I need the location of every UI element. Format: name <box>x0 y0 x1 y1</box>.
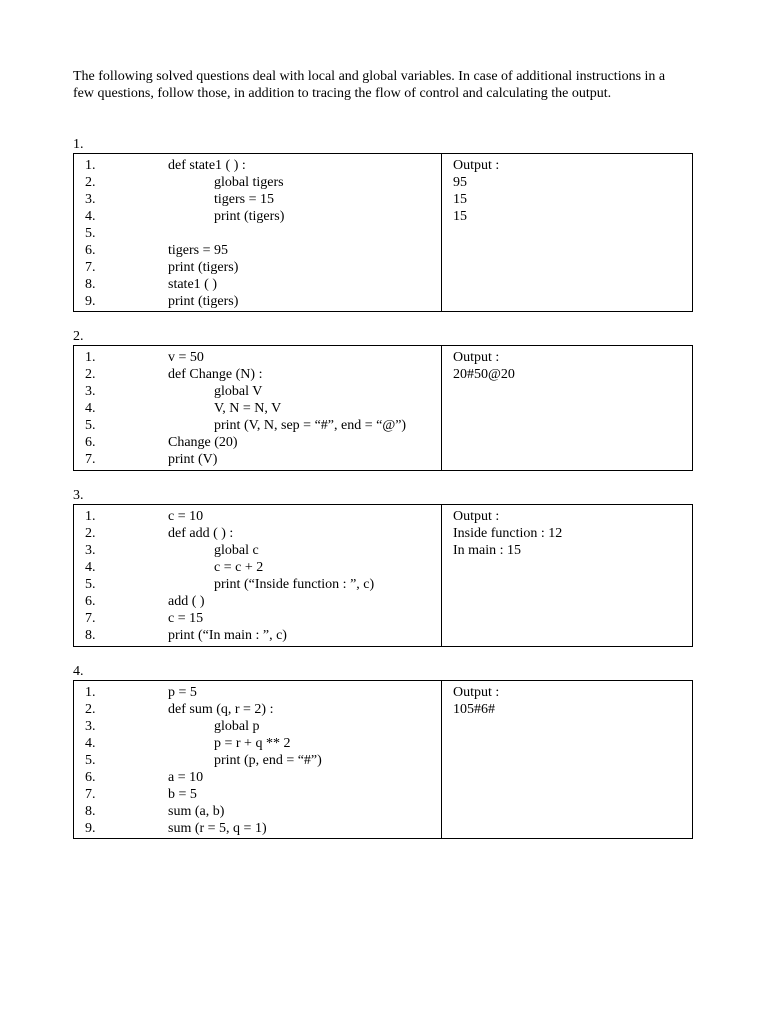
code-line <box>74 174 441 191</box>
code-text: V, N = N, V <box>214 401 282 416</box>
line-number: 5. <box>85 226 96 241</box>
code-text: global tigers <box>214 175 284 190</box>
line-number: 2. <box>85 526 96 541</box>
code-line <box>74 627 441 644</box>
code-text: add ( ) <box>168 594 205 609</box>
code-text: global c <box>214 543 259 558</box>
line-number: 4. <box>85 736 96 751</box>
code-line <box>74 434 441 451</box>
line-number: 6. <box>85 594 96 609</box>
question-4-table <box>73 680 693 839</box>
code-line <box>74 803 441 820</box>
code-line <box>74 559 441 576</box>
question-2-code <box>74 349 441 468</box>
code-text: print (V) <box>168 452 218 467</box>
code-line <box>74 276 441 293</box>
output-line: 15 <box>453 209 467 224</box>
code-line <box>74 525 441 542</box>
question-3-table <box>73 504 693 647</box>
output-line: 15 <box>453 192 467 207</box>
output-line: In main : 15 <box>453 543 522 558</box>
code-text: print (“Inside function : ”, c) <box>214 577 375 592</box>
code-text: tigers = 95 <box>168 243 228 258</box>
output-line: 105#6# <box>453 702 495 717</box>
code-line <box>74 542 441 559</box>
code-line <box>74 769 441 786</box>
question-3-code <box>74 508 441 644</box>
line-number: 3. <box>85 192 96 207</box>
question-1-number: 1. <box>73 137 84 152</box>
question-1-table <box>73 153 693 312</box>
code-text: c = c + 2 <box>214 560 264 575</box>
line-number: 3. <box>85 719 96 734</box>
line-number: 6. <box>85 435 96 450</box>
code-line <box>74 366 441 383</box>
code-text: b = 5 <box>168 787 197 802</box>
code-line <box>74 259 441 276</box>
intro-paragraph: The following solved questions deal with local and global variables. In case of additional instructions in a few questions, follow those, in addition to tracing the flow of control and calculating the output. <box>73 69 666 101</box>
code-text: print (“In main : ”, c) <box>168 628 287 643</box>
code-text: c = 15 <box>168 611 204 626</box>
code-line <box>74 451 441 468</box>
code-text: global V <box>214 384 263 399</box>
code-line <box>74 293 441 310</box>
line-number: 9. <box>85 294 96 309</box>
line-number: 9. <box>85 821 96 836</box>
code-text: print (tigers) <box>214 209 285 224</box>
question-3-output <box>453 508 688 559</box>
line-number: 5. <box>85 418 96 433</box>
code-line <box>74 417 441 434</box>
line-number: 1. <box>85 685 96 700</box>
question-4-code <box>74 684 441 837</box>
question-1-output <box>453 157 688 225</box>
code-text: sum (a, b) <box>168 804 225 819</box>
code-line <box>74 576 441 593</box>
code-text: sum (r = 5, q = 1) <box>168 821 267 836</box>
line-number: 4. <box>85 560 96 575</box>
line-number: 4. <box>85 401 96 416</box>
question-1-code <box>74 157 441 310</box>
code-text: def state1 ( ) : <box>168 158 246 173</box>
line-number: 8. <box>85 277 96 292</box>
code-text: def sum (q, r = 2) : <box>168 702 274 717</box>
code-text: print (tigers) <box>168 294 239 309</box>
question-4-output <box>453 684 688 718</box>
code-text: def Change (N) : <box>168 367 263 382</box>
line-number: 7. <box>85 452 96 467</box>
code-text: def add ( ) : <box>168 526 234 541</box>
line-number: 1. <box>85 509 96 524</box>
line-number: 5. <box>85 577 96 592</box>
question-4-number: 4. <box>73 664 84 679</box>
output-label: Output : <box>453 158 500 173</box>
code-line <box>74 383 441 400</box>
code-line <box>74 701 441 718</box>
code-line <box>74 752 441 769</box>
code-line <box>74 718 441 735</box>
code-line <box>74 593 441 610</box>
code-line <box>74 225 441 242</box>
code-text: print (p, end = “#”) <box>214 753 322 768</box>
line-number: 3. <box>85 543 96 558</box>
code-text: print (tigers) <box>168 260 239 275</box>
column-divider <box>441 154 442 311</box>
code-line <box>74 242 441 259</box>
line-number: 3. <box>85 384 96 399</box>
line-number: 7. <box>85 260 96 275</box>
output-label: Output : <box>453 509 500 524</box>
code-text: global p <box>214 719 260 734</box>
code-line <box>74 684 441 701</box>
line-number: 4. <box>85 209 96 224</box>
output-line: Inside function : 12 <box>453 526 563 541</box>
line-number: 2. <box>85 175 96 190</box>
code-line <box>74 786 441 803</box>
code-line <box>74 820 441 837</box>
line-number: 6. <box>85 770 96 785</box>
line-number: 8. <box>85 628 96 643</box>
code-line <box>74 508 441 525</box>
question-2-table <box>73 345 693 471</box>
line-number: 2. <box>85 367 96 382</box>
code-text: p = 5 <box>168 685 197 700</box>
code-text: tigers = 15 <box>214 192 274 207</box>
code-line <box>74 191 441 208</box>
question-2-output <box>453 349 688 383</box>
code-line <box>74 400 441 417</box>
code-line <box>74 735 441 752</box>
code-line <box>74 157 441 174</box>
column-divider <box>441 346 442 470</box>
line-number: 7. <box>85 611 96 626</box>
code-line <box>74 208 441 225</box>
line-number: 1. <box>85 158 96 173</box>
code-text: p = r + q ** 2 <box>214 736 291 751</box>
question-2-number: 2. <box>73 329 84 344</box>
line-number: 7. <box>85 787 96 802</box>
output-label: Output : <box>453 685 500 700</box>
column-divider <box>441 505 442 646</box>
line-number: 1. <box>85 350 96 365</box>
code-line <box>74 349 441 366</box>
output-line: 20#50@20 <box>453 367 515 382</box>
line-number: 5. <box>85 753 96 768</box>
code-text: state1 ( ) <box>168 277 217 292</box>
code-text: a = 10 <box>168 770 204 785</box>
code-line <box>74 610 441 627</box>
code-text: c = 10 <box>168 509 204 524</box>
code-text: print (V, N, sep = “#”, end = “@”) <box>214 418 407 433</box>
output-line: 95 <box>453 175 467 190</box>
line-number: 8. <box>85 804 96 819</box>
code-text: v = 50 <box>168 350 204 365</box>
column-divider <box>441 681 442 838</box>
code-text: Change (20) <box>168 435 238 450</box>
line-number: 6. <box>85 243 96 258</box>
line-number: 2. <box>85 702 96 717</box>
output-label: Output : <box>453 350 500 365</box>
question-3-number: 3. <box>73 488 84 503</box>
